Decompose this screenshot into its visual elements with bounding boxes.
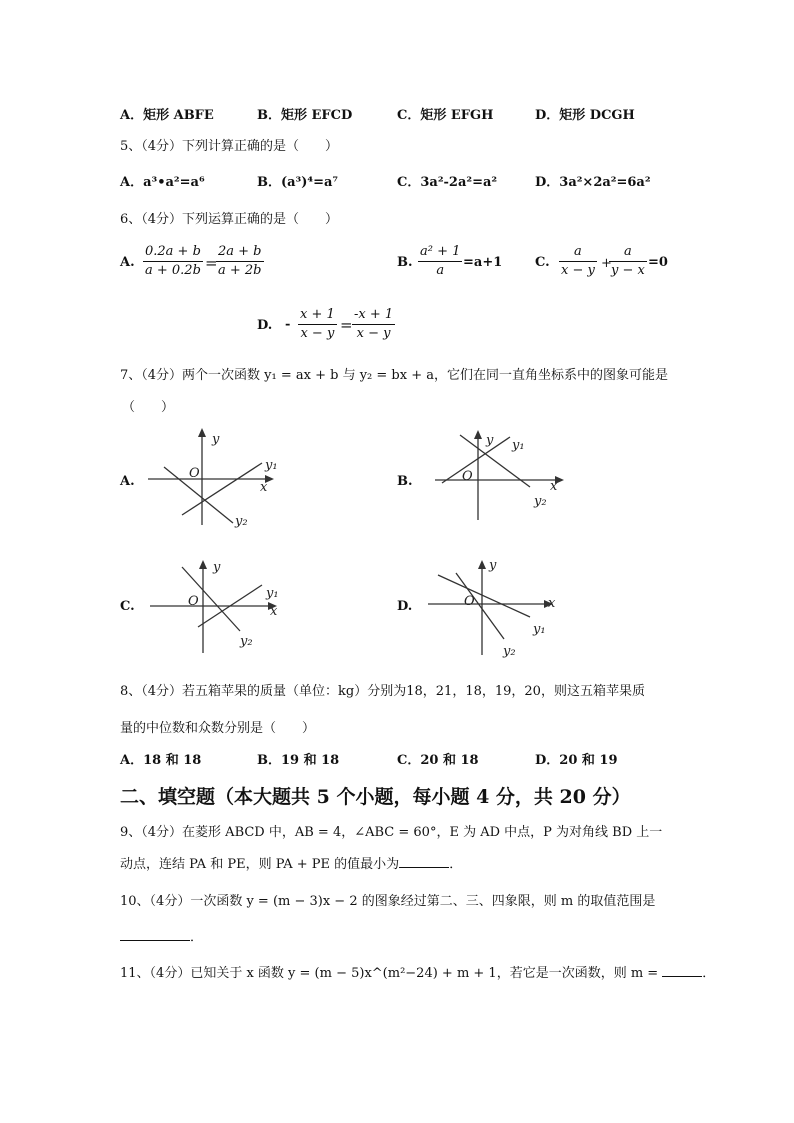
q11-text: 11、（4分）已知关于 x 函数 y = (m − 5)x^(m²−24) + m + 1，若它是一次函数，则 m = (120, 966, 659, 981)
q4-option-d: D．矩形 DCGH (535, 108, 635, 123)
q9-line2 (120, 853, 462, 872)
q5-stem: 5、（4分）下列计算正确的是（ ） (120, 139, 339, 154)
q5-option-d: D．3a²×2a²=6a² (535, 175, 651, 190)
denominator: x − y (300, 326, 335, 341)
q6-a-left-fraction (143, 243, 203, 280)
q7-option-a-label: A. (120, 474, 135, 489)
graph-d (420, 555, 580, 665)
y-axis-arrow (198, 428, 206, 437)
numerator: x + 1 (298, 306, 337, 325)
q6-c-result: =0 (648, 255, 668, 270)
q9-line1: 9、（4分）在菱形 ABCD 中，AB = 4，∠ABC = 60°，E 为 AD 中点，P 为对角线 BD 上一 (120, 825, 663, 840)
q10-period: ． (190, 930, 204, 945)
numerator: a (609, 243, 647, 262)
q10-answer-blank[interactable] (120, 927, 190, 941)
q4-option-a: A．矩形 ABFE (120, 108, 214, 123)
q7-option-c-label: C. (120, 599, 135, 614)
y-axis-arrow (474, 430, 482, 439)
numerator: 0.2a + b (143, 243, 203, 262)
y2-label: y₂ (240, 634, 253, 649)
y-label: y (489, 558, 497, 573)
q6-b-result: =a+1 (463, 255, 503, 270)
q8-option-a: A．18 和 18 (120, 753, 202, 768)
q7-stem: 7、（4分）两个一次函数 y₁ = ax + b 与 y₂ = bx + a，它们在同一直角坐标系中的图象可能是 (120, 368, 668, 383)
q7-option-d-label: D. (397, 599, 413, 614)
q5-option-c: C．3a²-2a²=a² (397, 175, 498, 190)
y2-label: y₂ (534, 494, 547, 509)
graph-c (140, 555, 300, 665)
q9-period: ． (449, 857, 463, 872)
q7-option-b-label: B. (397, 474, 413, 489)
numerator: a² + 1 (418, 243, 462, 262)
denominator: a (436, 263, 445, 278)
q6-c-fraction-2 (609, 243, 647, 280)
minus-sign: - (285, 317, 291, 332)
line-y1 (442, 437, 510, 483)
q11-answer-blank[interactable] (662, 963, 702, 977)
y-label: y (212, 432, 220, 447)
section-2-heading: 二、填空题（本大题共 5 个小题，每小题 4 分，共 20 分） (120, 786, 631, 808)
q7-answer-paren: （ ） (122, 400, 175, 415)
x-label: x (550, 479, 558, 494)
y2-label: y₂ (235, 514, 248, 529)
equals-sign: = (205, 254, 218, 272)
q6-stem: 6、（4分）下列运算正确的是（ ） (120, 212, 339, 227)
origin-label: O (464, 594, 475, 609)
y-axis-arrow (478, 560, 486, 569)
q5-option-b: B．(a³)⁴=a⁷ (257, 175, 339, 190)
y1-label: y₁ (533, 622, 546, 637)
numerator: a (559, 243, 597, 262)
q4-option-c: C．矩形 EFGH (397, 108, 494, 123)
denominator: a + 0.2b (145, 263, 201, 278)
origin-label: O (188, 594, 199, 609)
q6-a-right-fraction (216, 243, 264, 280)
q6-b-fraction (418, 243, 462, 280)
numerator: -x + 1 (352, 306, 395, 325)
graph-b (420, 425, 580, 535)
q6-option-b-label: B. (397, 255, 413, 270)
numerator: 2a + b (216, 243, 264, 262)
q11-line (120, 962, 715, 981)
q6-option-d-label: D. (257, 318, 273, 333)
q6-c-fraction-1 (559, 243, 597, 280)
q4-option-b: B．矩形 EFCD (257, 108, 353, 123)
q6-option-a-label: A. (120, 255, 135, 270)
plus-sign: + (601, 256, 612, 271)
x-label: x (270, 604, 278, 619)
y-axis-arrow (199, 560, 207, 569)
denominator: a + 2b (218, 263, 262, 278)
y1-label: y₁ (266, 586, 279, 601)
q8-option-b: B．19 和 18 (257, 753, 340, 768)
equals-sign: = (340, 316, 353, 334)
y1-label: y₁ (512, 438, 525, 453)
q8-stem-line1: 8、（4分）若五箱苹果的质量（单位：kg）分别为18，21，18，19，20，则这五箱苹果质 (120, 684, 645, 699)
denominator: y − x (611, 263, 645, 278)
origin-label: O (462, 469, 473, 484)
y1-label: y₁ (265, 458, 278, 473)
q8-stem-line2: 量的中位数和众数分别是（ ） (120, 721, 316, 736)
q8-option-c: C．20 和 18 (397, 753, 479, 768)
q10-line2 (120, 926, 203, 945)
x-label: x (260, 480, 268, 495)
q11-period: ． (702, 966, 716, 981)
graph-a (140, 425, 300, 535)
denominator: x − y (356, 326, 391, 341)
denominator: x − y (561, 263, 595, 278)
q5-option-a: A．a³•a²=a⁶ (120, 175, 205, 190)
y-label: y (486, 433, 494, 448)
q6-d-left-fraction (298, 306, 337, 343)
q9-answer-blank[interactable] (399, 854, 449, 868)
q9-line2-text: 动点，连结 PA 和 PE，则 PA + PE 的值最小为 (120, 857, 400, 872)
q6-d-right-fraction (352, 306, 395, 343)
y-label: y (213, 560, 221, 575)
origin-label: O (189, 466, 200, 481)
y2-label: y₂ (503, 644, 516, 659)
q10-line1: 10、（4分）一次函数 y = (m − 3)x − 2 的图象经过第二、三、四象限，则 m 的取值范围是 (120, 894, 656, 909)
x-label: x (548, 596, 556, 611)
q6-option-c-label: C. (535, 255, 550, 270)
q8-option-d: D．20 和 19 (535, 753, 618, 768)
